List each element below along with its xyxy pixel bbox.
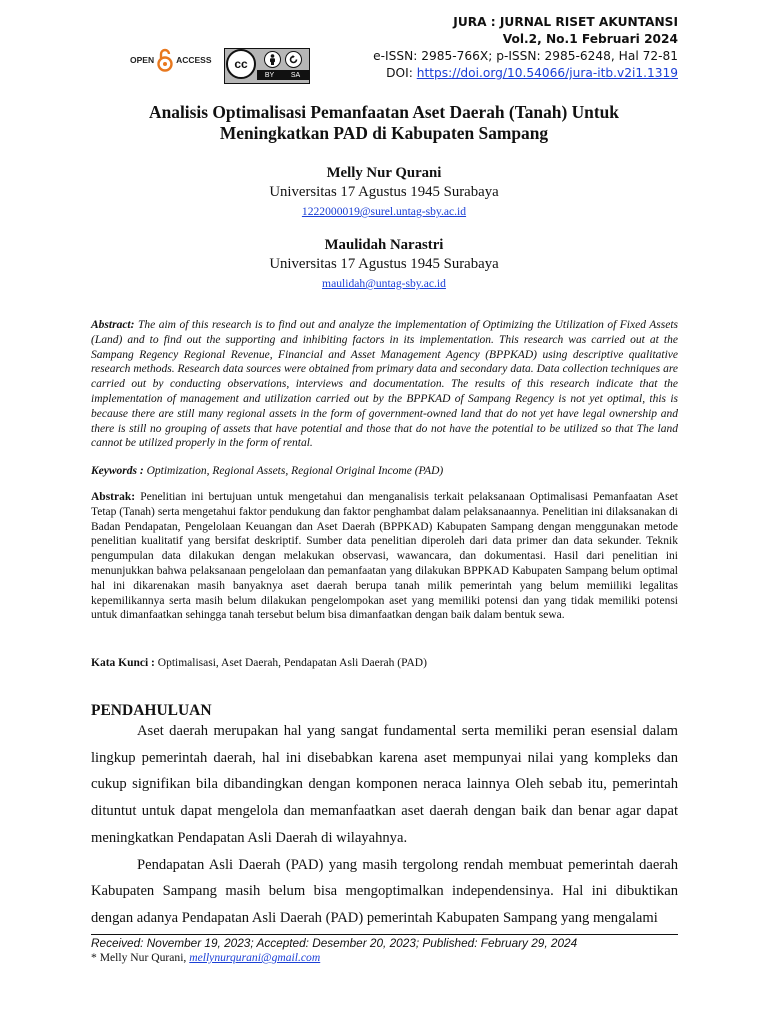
journal-volume: Vol.2, No.1 Februari 2024 bbox=[502, 32, 678, 46]
journal-issn: e-ISSN: 2985-766X; p-ISSN: 2985-6248, Hal 72-81 bbox=[373, 49, 678, 63]
journal-header bbox=[373, 14, 678, 82]
author-affiliation: Universitas 17 Agustus 1945 Surabaya bbox=[269, 184, 499, 200]
attribution-person-icon bbox=[264, 51, 281, 68]
section-heading: PENDAHULUAN bbox=[91, 702, 212, 719]
keywords-indonesian: Kata Kunci : Optimalisasi, Aset Daerah, Pendapatan Asli Daerah (PAD) bbox=[91, 657, 427, 669]
abstract-indonesian: Abstrak: Penelitian ini bertujuan untuk mengetahui dan menganalisis terkait pelaksanaan Optimalisasi Pemanfaatan Aset Tetap (Tanah) serta mengetahui faktor pendukung dan faktor penghambat dalam pelaksanaannya. Penelitian ini dilaksanakan di Badan Pendapatan, Pengelolaan Keuangan dan Aset Daerah (BPPKAD) Kabupaten Sampang dengan menggunakan metode penelitian kualitatif yang bersifat deskriptif. Sumber data penelitian diperoleh dari data primer dan data sekunder. Teknik pengumpulan data dilakukan dengan melakukan observasi, wawancara, dan dokumentasi. Hasil dari penelitian ini menunjukkan bahwa pelaksanaan pengelolaan dan pemanfaatan yang dilakukan BPPKAD Kabupaten Sampang belum optimal hal ini dikarenakan masih banyaknya aset daerah berupa tanah milik pemerintah yang belum memiiliki legalitas kepemilikannya serta masih belum dilakukan pengelompokan aset yang memiliki potensi dan yang tidak memiliki potensi untuk dimanfaatkan sehingga tanah tersebut belum bisa dimanfaatkan dengan baik dalam bentuk sewa. bbox=[91, 491, 678, 622]
introduction-body bbox=[91, 718, 678, 932]
author-email-link[interactable]: 1222000019@surel.untag-sby.ac.id bbox=[301, 205, 467, 218]
keywords-english: Keywords : Optimization, Regional Assets, Regional Original Income (PAD) bbox=[91, 465, 444, 477]
kata-kunci-label: Kata Kunci : bbox=[91, 657, 155, 669]
body-paragraph-2: Pendapatan Asli Daerah (PAD) yang masih tergolong rendah membuat pemerintah daerah Kabupaten Sampang masih belum bisa mengoptimalkan independensinya. Hal ini dibuktikan dengan adanya Pendapatan Asli Daerah (PAD) pemerintah Kabupaten Sampang yang mengalami bbox=[91, 856, 678, 926]
doi-link[interactable]: https://doi.org/10.54066/jura-itb.v2i1.1319 bbox=[416, 66, 678, 80]
author-name: Melly Nur Qurani bbox=[326, 165, 442, 181]
journal-doi: DOI: https://doi.org/10.54066/jura-itb.v2i1.1319 bbox=[386, 66, 678, 80]
paper-title: Analisis Optimalisasi Pemanfaatan Aset Daerah (Tanah) Untuk Meningkatkan PAD di Kabupaten Sampang bbox=[149, 102, 619, 143]
author-affiliation: Universitas 17 Agustus 1945 Surabaya bbox=[269, 256, 499, 272]
abstract-english: Abstract: The aim of this research is to find out and analyze the implementation of Optimizing the Utilization of Fixed Assets (Land) and to find out the supporting and inhibiting factors in its implementation. This research was carried out at the Sampang Regency Regional Revenue, Financial and Asset Management Agency (BPPKAD) using descriptive qualitative research methods. Research data sources were obtained from primary data and secondary data. Data collection techniques are carried out by conducting observations, interviews and documentation. The results of this research indicate that the implementation of management and utilization carried out by the BPPKAD of Sampang Regency is not yet optimal, this is because there are still many regional assets in the form of government-owned land that do not yet have legal ownership and there is still no grouping of assets that have potential and those that do not have the potential to be utilized so that The land cannot be utilized properly in the form of rental. bbox=[91, 319, 678, 450]
cc-icon: cc bbox=[226, 49, 256, 79]
keywords-label: Keywords : bbox=[91, 465, 144, 477]
open-access-logo: OPEN ACCESS bbox=[130, 48, 212, 72]
author-email-link[interactable]: maulidah@untag-sby.ac.id bbox=[322, 277, 446, 290]
corresponding-email-link[interactable]: mellynurqurani@gmail.com bbox=[189, 951, 321, 964]
author-block-1 bbox=[0, 164, 768, 220]
footer-divider bbox=[91, 934, 678, 935]
abstrak-label: Abstrak: bbox=[91, 491, 136, 503]
publication-dates: Received: November 19, 2023; Accepted: Desember 20, 2023; Published: February 29, 2024 bbox=[91, 936, 578, 950]
author-block-2 bbox=[0, 236, 768, 292]
body-paragraph-1: Aset daerah merupakan hal yang sangat fundamental serta memiliki peran esensial dalam lingkup pemerintah daerah, hal ini disebabkan karena aset mempunyai nilai yang kompleks dan cukup signifikan bila dibandingkan dengan komponen neraca lainnya Oleh sebab itu, pemerintah dituntut untuk dapat mengelola dan memanfaatkan aset daerah dengan baik dan benar agar dapat meningkatkan Pendapatan Asli Daerah di wilayahnya. bbox=[91, 723, 678, 846]
author-name: Maulidah Narastri bbox=[324, 237, 444, 253]
cc-by-sa-license-badge[interactable]: cc BY SA bbox=[224, 48, 310, 84]
journal-name: JURA : JURNAL RISET AKUNTANSI bbox=[453, 15, 678, 29]
open-lock-icon bbox=[157, 48, 173, 72]
share-alike-icon bbox=[285, 51, 302, 68]
corresponding-author: * Melly Nur Qurani, mellynurqurani@gmail.com bbox=[91, 951, 321, 964]
abstract-label: Abstract: bbox=[91, 319, 135, 331]
